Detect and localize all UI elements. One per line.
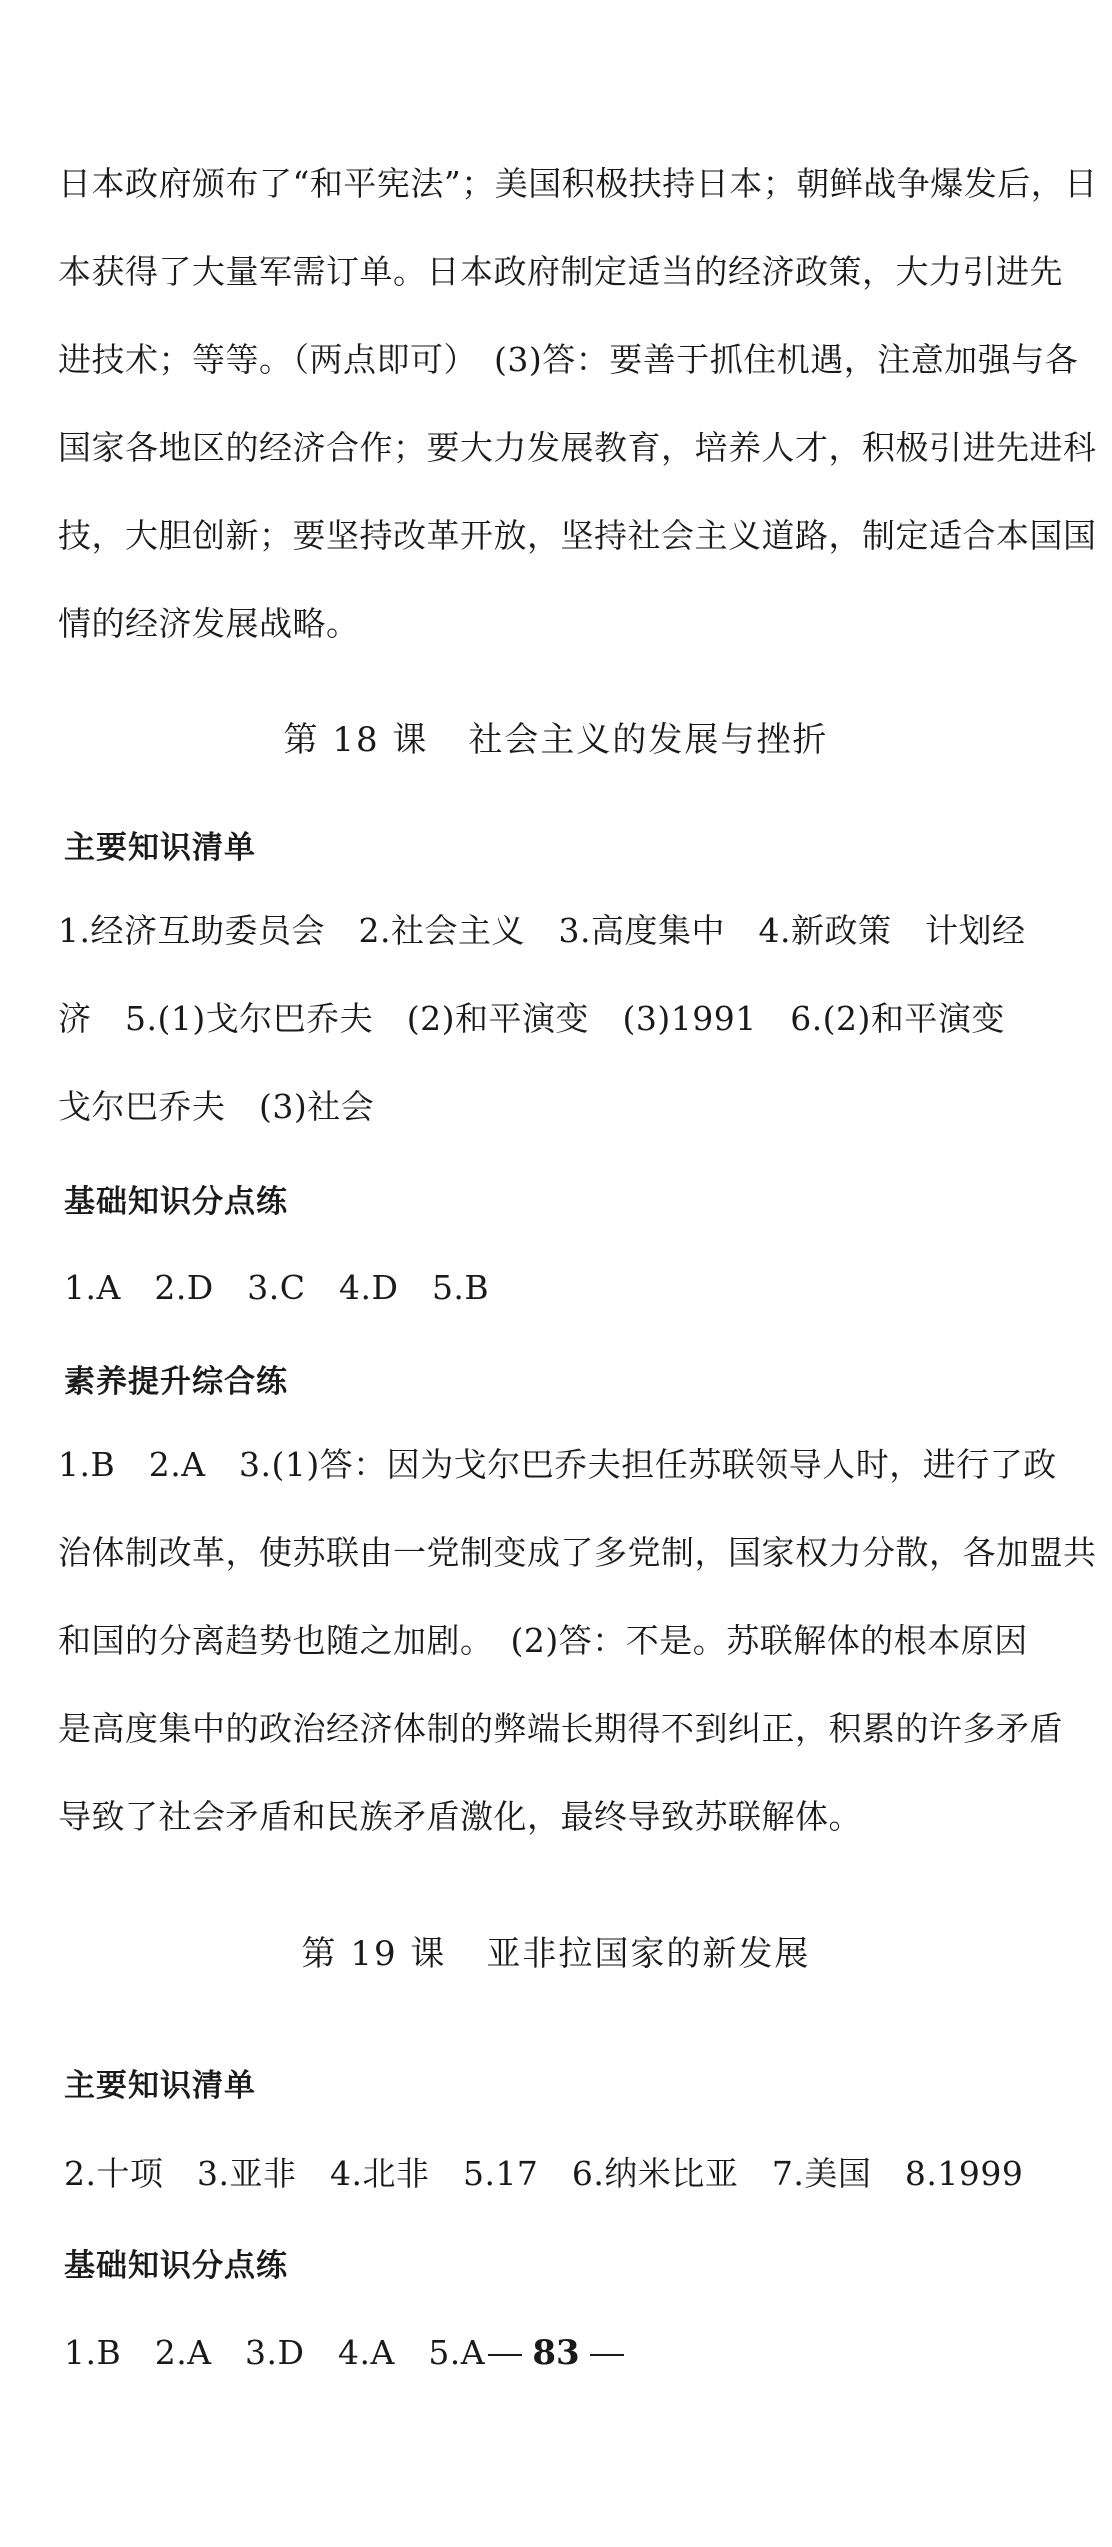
lesson-18-title: [0, 712, 1112, 761]
paragraph-line: 和国的分离趋势也随之加剧。 (2)答：不是。苏联解体的根本原因: [58, 1621, 1028, 1660]
paragraph-line: 情的经济发展战略。: [58, 604, 360, 643]
section-heading-basic: 基础知识分点练: [64, 2248, 288, 2284]
lesson-18-advanced-answers: [58, 1421, 1097, 1861]
lesson-19-basic-answers: 1.B 2.A 3.D 4.A 5.A: [64, 2333, 486, 2372]
top-paragraph: [58, 140, 1098, 668]
paragraph-line: 国家各地区的经济合作；要大力发展教育，培养人才，积极引进先进科: [58, 428, 1097, 467]
lesson-18-basic-answers: 1.A 2.D 3.C 4.D 5.B: [64, 1268, 490, 1307]
page-number-left-dash: [488, 2354, 522, 2356]
paragraph-line: 治体制改革，使苏联由一党制变成了多党制，国家权力分散，各加盟共: [58, 1533, 1097, 1572]
paragraph-line: 济 5.(1)戈尔巴乔夫 (2)和平演变 (3)1991 6.(2)和平演变: [58, 999, 1005, 1038]
lesson-19-knowledge-list: 2.十项 3.亚非 4.北非 5.17 6.纳米比亚 7.美国 8.1999: [64, 2154, 1024, 2193]
paragraph-line: 1.B 2.A 3.(1)答：因为戈尔巴乔夫担任苏联领导人时，进行了政: [58, 1445, 1057, 1484]
section-heading-basic: 基础知识分点练: [64, 1184, 288, 1220]
section-heading-advanced: 素养提升综合练: [64, 1364, 288, 1400]
section-heading-knowledge: 主要知识清单: [64, 830, 256, 866]
paragraph-line: 日本政府颁布了“和平宪法”；美国积极扶持日本；朝鲜战争爆发后，日: [58, 164, 1098, 203]
page-number-right-dash: [590, 2354, 624, 2356]
paragraph-line: 导致了社会矛盾和民族矛盾激化，最终导致苏联解体。: [58, 1797, 862, 1836]
lesson-name: 社会主义的发展与挫折: [468, 720, 829, 760]
lesson-name: 亚非拉国家的新发展: [486, 1934, 811, 1974]
lesson-18-knowledge-list: [58, 887, 1054, 1151]
paragraph-line: 是高度集中的政治经济体制的弊端长期得不到纠正，积累的许多矛盾: [58, 1709, 1063, 1748]
paragraph-line: 戈尔巴乔夫 (3)社会: [58, 1087, 375, 1126]
paragraph-line: 进技术；等等。（两点即可） (3)答：要善于抓住机遇，注意加强与各: [58, 340, 1079, 379]
lesson-number: 第 18 课: [283, 720, 429, 760]
paragraph-line: 技，大胆创新；要坚持改革开放，坚持社会主义道路，制定适合本国国: [58, 516, 1097, 555]
paragraph-line: 1.经济互助委员会 2.社会主义 3.高度集中 4.新政策 计划经: [58, 911, 1026, 950]
lesson-number: 第 19 课: [301, 1934, 447, 1974]
paragraph-line: 本获得了大量军需订单。日本政府制定适当的经济政策，大力引进先: [58, 252, 1063, 291]
page-number-value: 83: [532, 2333, 580, 2373]
section-heading-knowledge: 主要知识清单: [64, 2068, 256, 2104]
lesson-19-title: [0, 1926, 1112, 1975]
page-number: [0, 2333, 1112, 2373]
